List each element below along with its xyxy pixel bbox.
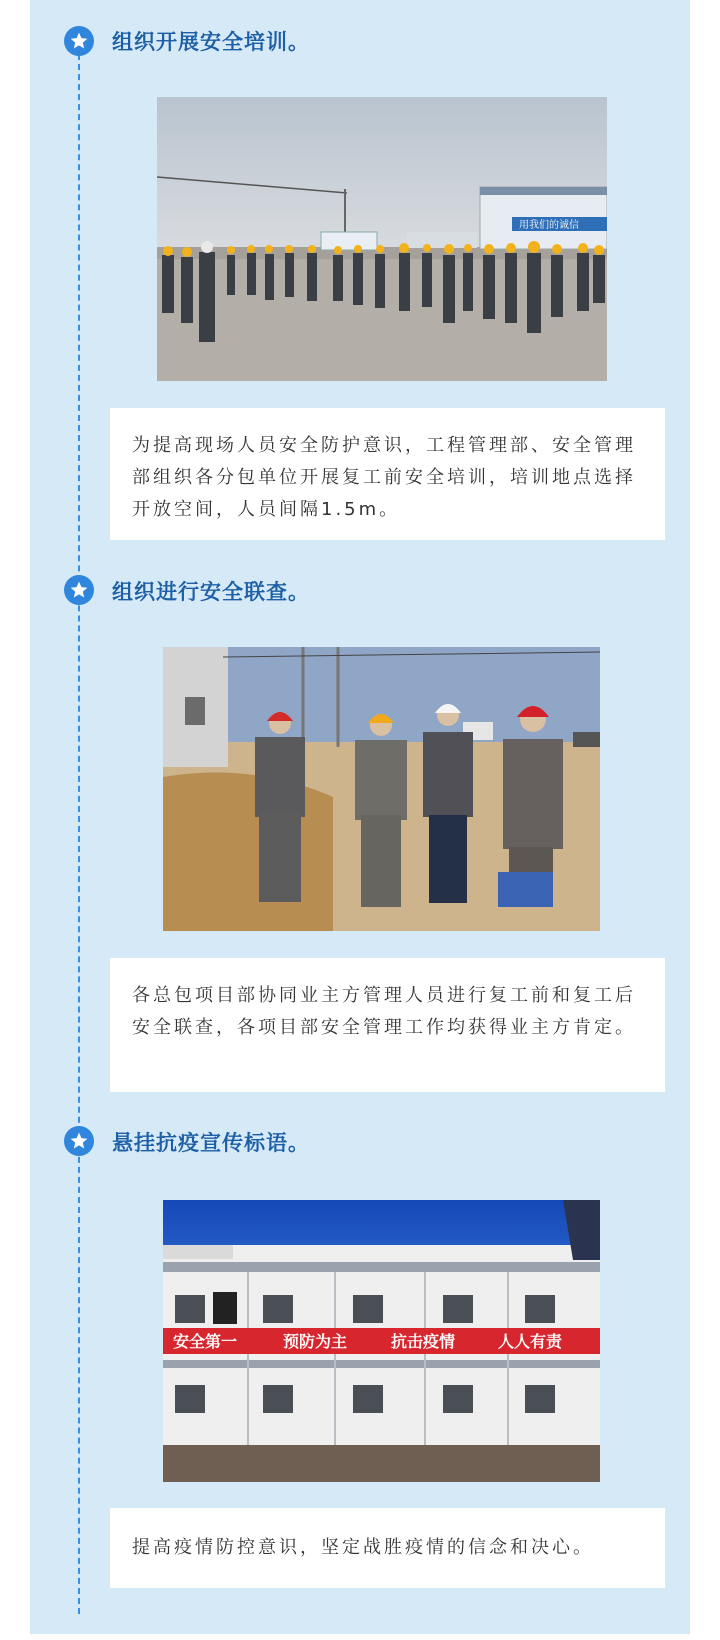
star-icon	[69, 31, 89, 51]
section-heading: 组织开展安全培训。	[112, 30, 310, 54]
text-card	[110, 408, 665, 540]
section-heading: 悬挂抗疫宣传标语。	[112, 1131, 310, 1155]
banner-text-4: 人人有责	[498, 1332, 563, 1351]
section-body: 各总包项目部协同业主方管理人员进行复工前和复工后安全联查，各项目部安全管理工作均获得业主方肯定。	[132, 985, 636, 1038]
star-icon	[69, 580, 89, 600]
banner-text-2: 预防为主	[283, 1332, 348, 1351]
inspection-photo	[163, 647, 600, 931]
star-badge	[64, 1126, 94, 1156]
photo-sign-text: 用我们的诚信	[519, 220, 579, 231]
star-badge	[64, 26, 94, 56]
text-card	[110, 958, 665, 1092]
banner-photo	[163, 1200, 600, 1482]
banner-text-1: 安全第一	[173, 1332, 238, 1351]
star-icon	[69, 1131, 89, 1151]
section-heading: 组织进行安全联查。	[112, 580, 310, 604]
section-body: 为提高现场人员安全防护意识，工程管理部、安全管理部组织各分包单位开展复工前安全培训，培训地点选择开放空间，人员间隔1.5m。	[132, 435, 636, 520]
banner-text-3: 抗击疫情	[391, 1332, 456, 1351]
star-badge	[64, 575, 94, 605]
training-photo	[157, 97, 607, 381]
timeline-line	[78, 44, 80, 1614]
section-body: 提高疫情防控意识，坚定战胜疫情的信念和决心。	[132, 1537, 594, 1558]
text-card	[110, 1508, 665, 1588]
